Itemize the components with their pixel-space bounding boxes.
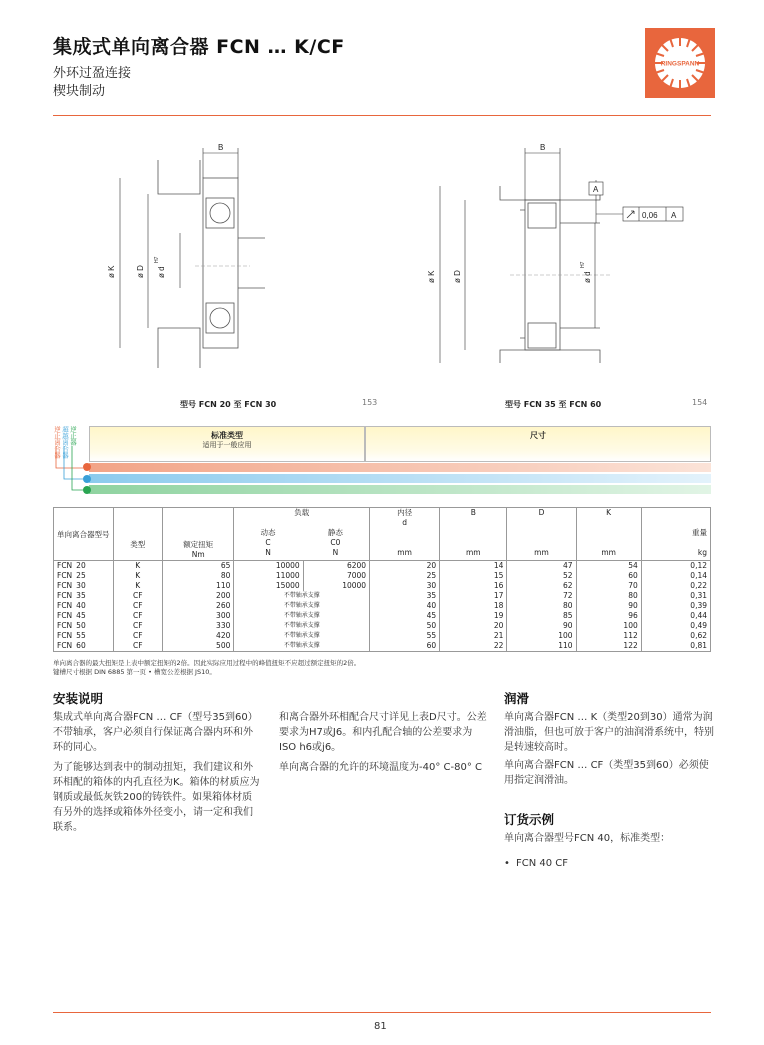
dim-d-sup-right: H7: [580, 261, 586, 268]
table-row: [54, 561, 711, 572]
cell-weight: 0,44: [641, 611, 710, 621]
cell-D: 52: [507, 571, 576, 581]
dim-b-right: B: [540, 143, 546, 152]
legend-bar-green: [89, 485, 711, 494]
table-row: [54, 641, 711, 652]
dim-D-left: ø D: [136, 265, 145, 278]
footer-rule: [53, 1012, 711, 1013]
cell-size-number: 60: [76, 641, 86, 650]
cell-weight: 0,81: [641, 641, 710, 652]
cell-size: [54, 561, 114, 572]
cell-type: CF: [113, 611, 163, 621]
cell-k: 112: [576, 631, 641, 641]
cell-weight: 0,31: [641, 591, 710, 601]
cell-no-bearing: 不带轴承支撑: [234, 641, 370, 652]
spec-table: [53, 507, 711, 652]
cell-type: CF: [113, 621, 163, 631]
cell-no-bearing: 不带轴承支撑: [234, 621, 370, 631]
th-k: K: [606, 508, 612, 517]
page-ref-left: 153: [362, 398, 378, 407]
order-bullet: •: [504, 858, 510, 869]
dim-d-right: ø d: [583, 271, 592, 283]
th-b-unit: mm: [465, 548, 481, 557]
cell-dynamic-load: 10000: [234, 561, 303, 572]
cell-size-prefix: FCN: [57, 621, 73, 630]
legend-label-1: 逆止离合器: [53, 426, 61, 459]
legend-bar-blue: [89, 474, 711, 483]
cell-b: 20: [440, 621, 507, 631]
lubrication-paragraph-2: 单向离合器FCN … CF（类型35到60）必须使用指定润滑油。: [504, 760, 709, 786]
install-heading: 安装说明: [53, 691, 104, 706]
caption-left: 型号 FCN 20 至 FCN 30: [180, 400, 277, 409]
th-stat: 静态: [327, 528, 343, 537]
cell-bore: 60: [370, 641, 440, 652]
cell-size-prefix: FCN: [57, 581, 73, 590]
cell-b: 15: [440, 571, 507, 581]
th-size: 单向离合器型号: [57, 530, 110, 539]
drawing-fcn-20-30: [100, 138, 280, 378]
header-rule: [53, 115, 711, 116]
cell-b: 22: [440, 641, 507, 652]
cell-size-number: 45: [76, 611, 86, 620]
cell-torque: 420: [163, 631, 234, 641]
dim-k-right: ø K: [427, 270, 436, 283]
cell-size-prefix: FCN: [57, 631, 73, 640]
table-row: [54, 581, 711, 591]
cell-D: 110: [507, 641, 576, 652]
cell-size-prefix: FCN: [57, 641, 73, 650]
bearing-section-drawing-right: [420, 138, 700, 378]
th-torque-unit: Nm: [191, 550, 205, 559]
legend-head-dimensions: [365, 426, 711, 462]
page-ref-right: 154: [692, 398, 708, 407]
cell-b: 21: [440, 631, 507, 641]
th-type: 类型: [130, 540, 146, 549]
cell-torque: 500: [163, 641, 234, 652]
cell-no-bearing: 不带轴承支撑: [234, 611, 370, 621]
tolerance-value: 0,06: [642, 211, 658, 220]
cell-no-bearing: 不带轴承支撑: [234, 601, 370, 611]
ringspann-logo-icon: [645, 28, 715, 98]
dim-d-sup-left: H7: [154, 256, 160, 263]
legend-head-standard-sub: 适用于一般应用: [202, 441, 252, 449]
cell-D: 90: [507, 621, 576, 631]
table-footnote-2: 键槽尺寸根据 DIN 6885 第一页 • 槽宽公差根据 JS10。: [53, 668, 216, 676]
caption-right: 型号 FCN 35 至 FCN 60: [505, 400, 602, 409]
cell-bore: 50: [370, 621, 440, 631]
cell-k: 122: [576, 641, 641, 652]
cell-bore: 30: [370, 581, 440, 591]
cell-size: [54, 601, 114, 611]
th-dyn-sym: C: [265, 538, 271, 547]
datum-a: A: [593, 185, 599, 194]
th-stat-sym: C0: [330, 538, 341, 547]
cell-k: 54: [576, 561, 641, 572]
th-bore: 内径: [397, 508, 413, 517]
cell-k: 80: [576, 591, 641, 601]
cell-type: CF: [113, 591, 163, 601]
table-footnote-1: 单向离合器的最大扭矩是上表中额定扭矩的2倍。因此实际应用过程中的峰值扭矩不应超过额定扭矩的2倍。: [53, 659, 361, 667]
cell-k: 60: [576, 571, 641, 581]
th-dyn-unit: N: [265, 548, 271, 557]
cell-size: [54, 621, 114, 631]
th-bore-unit: mm: [397, 548, 412, 557]
th-D-unit: mm: [534, 548, 549, 557]
cell-b: 17: [440, 591, 507, 601]
cell-size-number: 40: [76, 601, 86, 610]
cell-k: 90: [576, 601, 641, 611]
cell-size: [54, 641, 114, 652]
lubrication-heading: 润滑: [504, 691, 530, 706]
cell-torque: 80: [163, 571, 234, 581]
cell-size-number: 20: [76, 561, 86, 570]
cell-size-prefix: FCN: [57, 611, 73, 620]
th-bore-sym: d: [402, 518, 407, 527]
tolerance-datum: A: [671, 211, 677, 220]
install-paragraph-1: 集成式单向离合器FCN … CF（型号35到60）不带轴承，客户必须自行保证离合器内环和外环的同心。: [53, 712, 258, 753]
cell-size: [54, 591, 114, 601]
dim-d-left: ø d: [157, 266, 166, 278]
cell-torque: 300: [163, 611, 234, 621]
cell-b: 18: [440, 601, 507, 611]
th-load: 负载: [294, 508, 310, 517]
cell-size-number: 30: [76, 581, 86, 590]
cell-size-number: 35: [76, 591, 86, 600]
ringspann-logo: [645, 28, 715, 98]
table-header-row: [54, 508, 711, 561]
table-row: [54, 621, 711, 631]
cell-D: 80: [507, 601, 576, 611]
lubrication-paragraph-1: 单向离合器FCN … K（类型20到30）通常为润滑油脂，但也可放于客户的油润滑系统中，特别是转速较高时。: [504, 712, 714, 753]
install-paragraph-3: 和离合器外环相配合尺寸详见上表D尺寸。公差要求为H7或J6。和内孔配合轴的公差要求为ISO h6或j6。: [279, 712, 487, 753]
cell-D: 100: [507, 631, 576, 641]
cell-type: CF: [113, 641, 163, 652]
cell-weight: 0,22: [641, 581, 710, 591]
cell-bore: 35: [370, 591, 440, 601]
cell-D: 47: [507, 561, 576, 572]
cell-k: 70: [576, 581, 641, 591]
cell-weight: 0,62: [641, 631, 710, 641]
cell-size: [54, 631, 114, 641]
dim-D-right: ø D: [453, 270, 462, 283]
legend-label-3: 逆止器: [69, 426, 77, 446]
order-heading: 订货示例: [504, 812, 555, 827]
page-subtitle-1: 外环过盈连接: [53, 66, 132, 81]
cell-static-load: 7000: [303, 571, 369, 581]
cell-torque: 65: [163, 561, 234, 572]
drawing-fcn-35-60: [420, 138, 700, 378]
order-example: FCN 40 CF: [516, 858, 569, 869]
table-row: [54, 571, 711, 581]
cell-bore: 20: [370, 561, 440, 572]
cell-size-number: 50: [76, 621, 86, 630]
page-subtitle-2: 楔块制动: [53, 84, 106, 99]
cell-torque: 110: [163, 581, 234, 591]
th-dyn: 动态: [260, 528, 276, 537]
cell-type: K: [113, 581, 163, 591]
cell-size: [54, 611, 114, 621]
cell-torque: 260: [163, 601, 234, 611]
cell-size-number: 25: [76, 571, 86, 580]
legend-head-standard-title: 标准类型: [211, 431, 243, 440]
th-weight-unit: kg: [697, 548, 707, 557]
th-D: D: [538, 508, 545, 517]
cell-size-prefix: FCN: [57, 601, 73, 610]
cell-size-prefix: FCN: [57, 561, 73, 570]
page-number: 81: [374, 1021, 387, 1032]
table-row: [54, 591, 711, 601]
cell-bore: 40: [370, 601, 440, 611]
bearing-section-drawing-left: [100, 138, 280, 378]
cell-dynamic-load: 11000: [234, 571, 303, 581]
th-b: B: [470, 508, 476, 517]
cell-size: [54, 581, 114, 591]
install-paragraph-4: 单向离合器的允许的环境温度为-40° C-80° C: [279, 762, 482, 773]
cell-size-number: 55: [76, 631, 86, 640]
cell-static-load: 6200: [303, 561, 369, 572]
cell-torque: 330: [163, 621, 234, 631]
table-row: [54, 611, 711, 621]
cell-bore: 45: [370, 611, 440, 621]
cell-no-bearing: 不带轴承支撑: [234, 631, 370, 641]
cell-weight: 0,14: [641, 571, 710, 581]
cell-size: [54, 571, 114, 581]
page-title: 集成式单向离合器 FCN … K/CF: [53, 36, 345, 58]
cell-type: CF: [113, 631, 163, 641]
dim-k-left: ø K: [107, 265, 116, 278]
cell-dynamic-load: 15000: [234, 581, 303, 591]
cell-b: 19: [440, 611, 507, 621]
legend-head-standard: [89, 426, 365, 462]
th-weight: 重量: [692, 528, 707, 537]
table-row: [54, 601, 711, 611]
legend-label-2: 超越离合器: [61, 426, 69, 459]
install-paragraph-2: 为了能够达到表中的制动扭矩，我们建议和外环相配的箱体的内孔直径为K。箱体的材质应为钢质或最低灰铁200的铸铁件。如果箱体材质有另外的选择或箱体外径变小，请一定和我们联系。: [53, 762, 260, 833]
th-k-unit: mm: [601, 548, 616, 557]
cell-D: 72: [507, 591, 576, 601]
cell-no-bearing: 不带轴承支撑: [234, 591, 370, 601]
cell-weight: 0,49: [641, 621, 710, 631]
dim-b-left: B: [218, 143, 224, 152]
cell-torque: 200: [163, 591, 234, 601]
logo-text: RINGSPANN: [660, 60, 700, 68]
th-stat-unit: N: [332, 548, 339, 557]
cell-weight: 0,39: [641, 601, 710, 611]
cell-static-load: 10000: [303, 581, 369, 591]
cell-weight: 0,12: [641, 561, 710, 572]
cell-b: 16: [440, 581, 507, 591]
legend-head-dimensions-title: 尺寸: [530, 431, 546, 440]
cell-size-prefix: FCN: [57, 571, 73, 580]
cell-D: 62: [507, 581, 576, 591]
cell-bore: 25: [370, 571, 440, 581]
table-row: [54, 631, 711, 641]
application-legend: [53, 426, 711, 502]
cell-D: 85: [507, 611, 576, 621]
cell-type: CF: [113, 601, 163, 611]
cell-bore: 55: [370, 631, 440, 641]
th-torque: 额定扭矩: [183, 540, 214, 549]
cell-type: K: [113, 561, 163, 572]
legend-bar-orange: [89, 463, 711, 472]
cell-k: 100: [576, 621, 641, 631]
cell-k: 96: [576, 611, 641, 621]
legend-connector-lines: [53, 426, 89, 502]
cell-type: K: [113, 571, 163, 581]
cell-size-prefix: FCN: [57, 591, 73, 600]
cell-b: 14: [440, 561, 507, 572]
order-paragraph: 单向离合器型号FCN 40，标准类型：: [504, 833, 671, 844]
